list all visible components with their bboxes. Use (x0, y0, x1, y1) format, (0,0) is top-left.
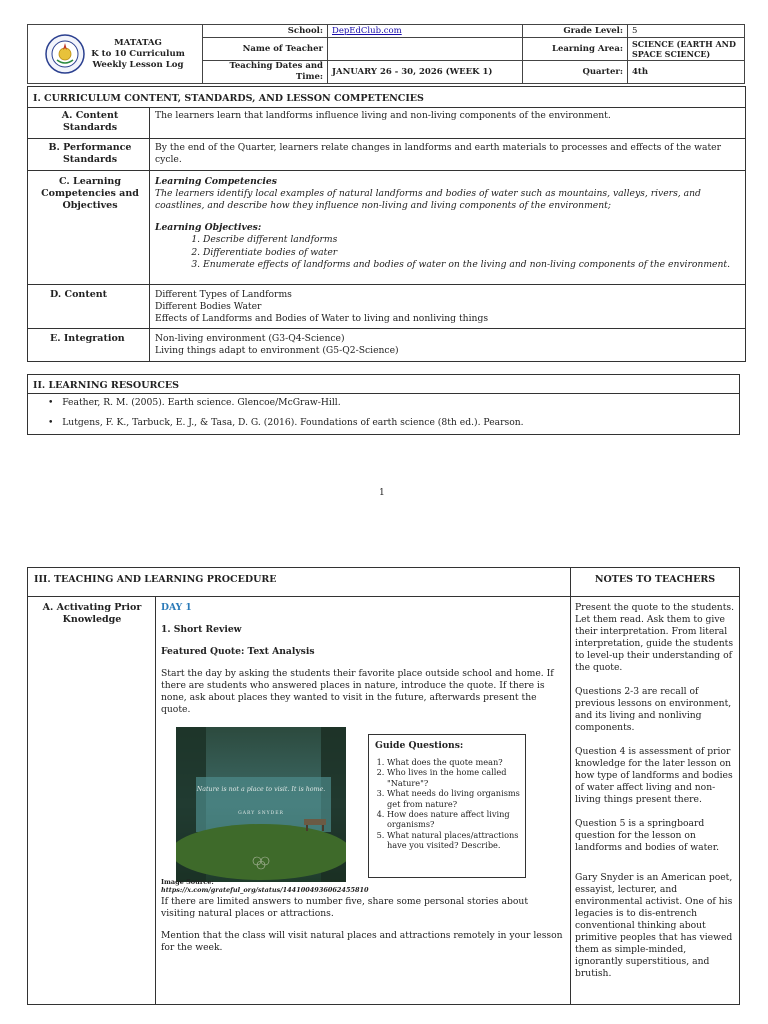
competencies-label: C. Learning Competencies and Objectives (41, 176, 139, 211)
curriculum-section (27, 86, 746, 362)
quarter-label: Quarter: (523, 61, 628, 84)
header-title-cell (28, 25, 203, 84)
dates-label: Teaching Dates and Time: (203, 61, 328, 84)
content-line: Different Bodies Water (155, 301, 262, 312)
mention-paragraph: Mention that the class will visit natural places and attractions remotely in your lesson for the week. (161, 930, 563, 953)
content-label: D. Content (50, 289, 108, 300)
image-author-text: GARY SNYDER (238, 811, 284, 816)
intro-paragraph: Start the day by asking the students their favorite place outside school and home. If there are students who answered places in nature, introduce the quote. If there is none, ask about places they wanted to visit in the future, afterwards present the quote. (161, 668, 554, 715)
guide-question: 2. Who lives in the home called "Nature"? (387, 767, 525, 788)
content-standards-text: The learners learn that landforms influence living and non-living components of the environment. (155, 110, 611, 121)
integration-line: Non-living environment (G3-Q4-Science) (155, 333, 345, 344)
guide-question: 3. What needs do living organisms get from nature? (387, 788, 525, 809)
section-2-title: II. LEARNING RESOURCES (33, 380, 180, 391)
header-title-line: K to 10 Curriculum (91, 48, 185, 59)
notes-column (575, 602, 735, 980)
objective-item: 1. Describe different landforms (203, 234, 741, 247)
integration-line: Living things adapt to environment (G5-Q2-Science) (155, 345, 399, 356)
objectives-list (155, 234, 741, 272)
teacher-label: Name of Teacher (203, 38, 328, 61)
school-label: School: (203, 25, 328, 38)
note-item: Question 5 is a springboard question for the lesson on landforms and bodies of water. (575, 818, 720, 853)
header-table (27, 24, 745, 84)
guide-questions-box (368, 734, 526, 878)
school-link[interactable]: DepEdClub.com (332, 25, 402, 36)
featured-quote-heading: Featured Quote: Text Analysis (161, 646, 315, 657)
image-source: Image Source: https://x.com/grateful_org/status/1441004936062455810 (161, 878, 369, 894)
image-quote-text: Nature is not a place to visit. It is home. (196, 786, 326, 793)
limited-answers-paragraph: If there are limited answers to number five, share some personal stories about visiting natural places or attractions. (161, 896, 529, 919)
note-item: Question 4 is assessment of prior knowledge for the later lesson on how type of landforms and bodies of water affect living and non-living things present there. (575, 746, 733, 805)
deped-seal-icon (45, 34, 85, 74)
activating-knowledge-label: A. Activating Prior Knowledge (42, 602, 142, 625)
performance-standards-text: By the end of the Quarter, learners relate changes in landforms and earth materials to processes and effects of the water cycle. (155, 142, 721, 165)
notes-title: NOTES TO TEACHERS (594, 574, 716, 585)
objective-item: 3. Enumerate effects of landforms and bodies of water on the living and non-living components of the environment. (203, 259, 741, 272)
area-label: Learning Area: (523, 38, 628, 61)
dates-value: JANUARY 26 - 30, 2026 (WEEK 1) (328, 61, 523, 84)
header-title-line: Weekly Lesson Log (92, 59, 184, 70)
resource-item: • Feather, R. M. (2005). Earth science. Glencoe/McGraw-Hill. (48, 397, 341, 408)
grade-label: Grade Level: (523, 25, 628, 38)
resource-item: • Lutgens, F. K., Tarbuck, E. J., & Tasa, D. G. (2016). Foundations of earth science (8th ed.). Pearson. (48, 417, 524, 428)
performance-standards-label: B. Performance Standards (48, 142, 132, 165)
day-label: DAY 1 (161, 602, 192, 613)
guide-questions-list (369, 757, 525, 851)
guide-questions-title: Guide Questions: (375, 740, 464, 751)
objectives-heading: Learning Objectives: (155, 222, 262, 233)
note-item: Questions 2-3 are recall of previous lessons on environment, and its living and nonliving components. (575, 686, 732, 733)
competencies-heading: Learning Competencies (155, 176, 277, 187)
content-line: Different Types of Landforms (155, 289, 292, 300)
learning-resources-section (27, 374, 740, 435)
content-standards-label: A. Content Standards (61, 110, 119, 133)
teacher-value (328, 38, 523, 61)
guide-question: 4. How does nature affect living organisms? (387, 809, 525, 830)
objective-item: 2. Differentiate bodies of water (203, 247, 741, 260)
section-3-title: III. TEACHING AND LEARNING PROCEDURE (34, 574, 277, 585)
note-item: Gary Snyder is an American poet, essayist, lecturer, and environmental activist. One of his legacies is to dis-entrench conventional thinking about primitive peoples that has viewed them as simple-minded, ignorantly superstitious, and brutish. (575, 872, 733, 979)
content-line: Effects of Landforms and Bodies of Water to living and nonliving things (155, 313, 489, 324)
page-number: 1 (379, 488, 385, 498)
competencies-text: The learners identify local examples of natural landforms and bodies of water such as mountains, valleys, rivers, and coastlines, and describe how they influence non-living and living components of the environment; (155, 188, 701, 211)
integration-label: E. Integration (50, 333, 125, 344)
guide-question: 5. What natural places/attractions have you visited? Describe. (387, 830, 525, 851)
teaching-procedure-section (27, 567, 740, 1005)
area-value: SCIENCE (EARTH AND SPACE SCIENCE) (628, 38, 745, 61)
short-review-heading: 1. Short Review (161, 624, 242, 635)
note-item: Present the quote to the students. Let them read. Ask them to give their interpretation. From literal interpretation, guide the students to level-up their understanding of the quote. (575, 602, 735, 673)
guide-question: 1. What does the quote mean? (387, 757, 525, 767)
grade-value: 5 (628, 25, 745, 38)
quote-image (176, 727, 346, 882)
section-1-title: I. CURRICULUM CONTENT, STANDARDS, AND LESSON COMPETENCIES (33, 93, 424, 104)
header-title-line: MATATAG (114, 37, 162, 48)
quarter-value: 4th (628, 61, 745, 84)
